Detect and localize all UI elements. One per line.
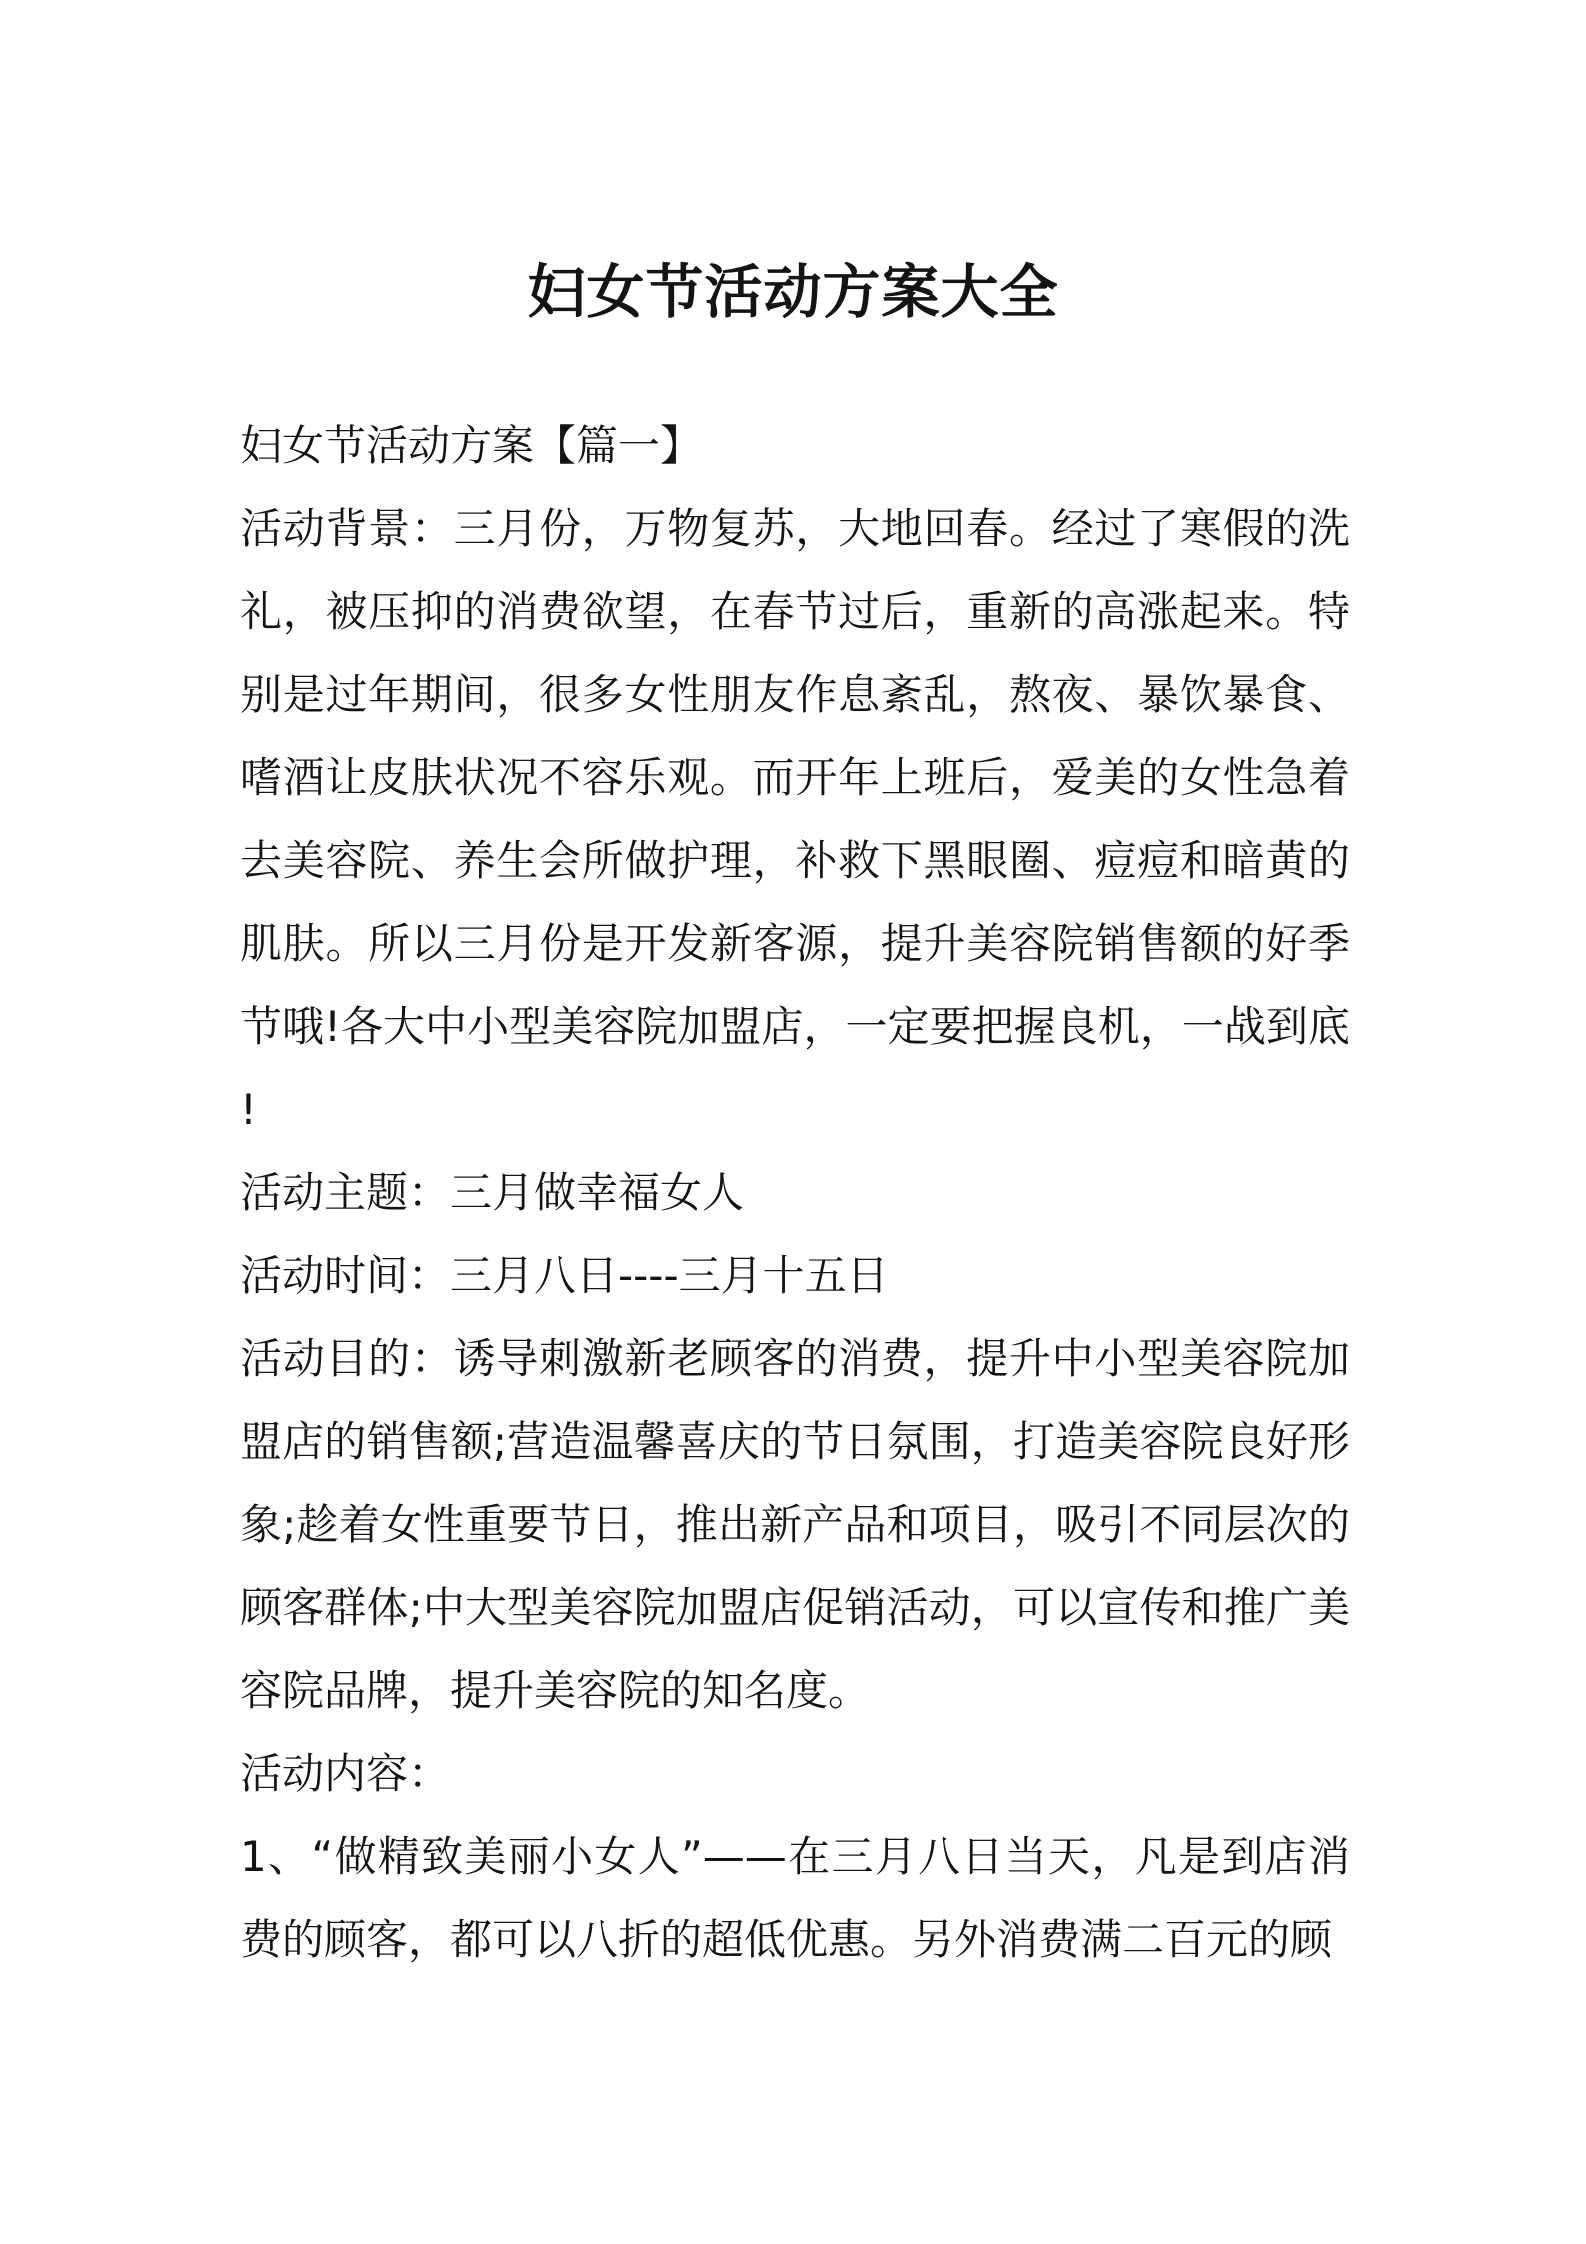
document-body	[240, 404, 1350, 1981]
document-title: 妇女节活动方案大全	[527, 258, 1059, 326]
paragraph-theme: 活动主题：三月做幸福女人	[240, 1168, 745, 1217]
paragraph-purpose: 活动目的：诱导刺激新老顾客的消费，提升中小型美容院加盟店的销售额;营造温馨喜庆的节日氛围，打造美容院良好形象;趁着女性重要节日，推出新产品和项目，吸引不同层次的顾客群体;中大型美容院加盟店促销活动，可以宣传和推广美容院品牌，提升美容院的知名度。	[240, 1334, 1350, 1715]
paragraph-background: 活动背景：三月份，万物复苏，大地回春。经过了寒假的洗礼，被压抑的消费欲望，在春节过后，重新的高涨起来。特别是过年期间，很多女性朋友作息紊乱，熬夜、暴饮暴食、嗜酒让皮肤状况不容乐观。而开年上班后，爱美的女性急着去美容院、养生会所做护理，补救下黑眼圈、痘痘和暗黄的肌肤。所以三月份是开发新客源，提升美容院销售额的好季节哦!各大中小型美容院加盟店，一定要把握良机，一战到底!	[240, 504, 1350, 1134]
paragraph-content-heading: 活动内容：	[240, 1749, 451, 1798]
paragraph-time: 活动时间：三月八日----三月十五日	[240, 1251, 889, 1300]
section-heading: 妇女节活动方案【篇一】	[240, 421, 703, 470]
paragraph-content-item-1: 1、“做精致美丽小女人”——在三月八日当天，凡是到店消费的顾客，都可以八折的超低优惠。另外消费满二百元的顾	[240, 1832, 1350, 1964]
